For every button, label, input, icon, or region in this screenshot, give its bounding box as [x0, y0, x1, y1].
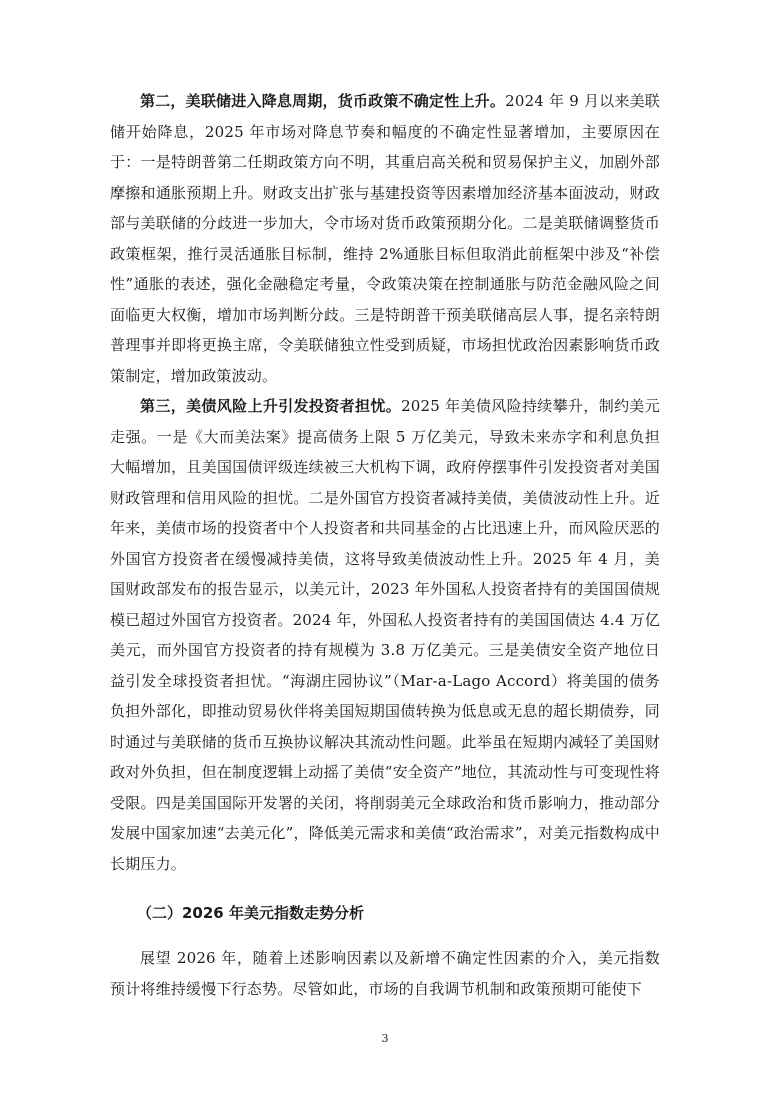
page-number: 3: [381, 1032, 389, 1045]
paragraph-lead: 第三，美债风险上升引发投资者担忧。: [140, 397, 402, 415]
section-heading: （二）2026 年美元指数走势分析: [137, 904, 364, 922]
document-page: [110, 86, 660, 1004]
paragraph-body: 2024 年 9 月以来美联储开始降息，2025 年市场对降息节奏和幅度的不确定性显著增加，主要原因在于：一是特朗普第二任期政策方向不明，其重启高关税和贸易保护主义，加剧外部摩擦和通胀预期上升。财政支出扩张与基建投资等因素增加经济基本面波动，财政部与美联储的分歧进一步加大，令市场对货币政策预期分化。二是美联储调整货币政策框架，推行灵活通胀目标制，维持 2%通胀目标但取消此前框架中涉及“补偿性”通胀的表述，强化金融稳定考量，令政策决策在控制通胀与防范金融风险之间面临更大权衡，增加市场判断分歧。三是特朗普干预美联储高层人事，提名亲特朗普理事并即将更换主席，令美联储独立性受到质疑，市场担忧政治因素影响货币政策制定，增加政策波动。: [110, 92, 660, 385]
paragraph-lead: 第二，美联储进入降息周期，货币政策不确定性上升。: [140, 92, 506, 110]
paragraph-fed-rate-cut: [110, 86, 660, 391]
paragraph-treasury-risk: [110, 391, 660, 879]
paragraph-body: 2025 年美债风险持续攀升，制约美元走强。一是《大而美法案》提高债务上限 5 万亿美元，导致未来赤字和利息负担大幅增加，且美国国债评级连续被三大机构下调，政府停摆事件引发投资者对美国财政管理和信用风险的担忧。二是外国官方投资者减持美债，美债波动性上升。近年来，美债市场的投资者中个人投资者和共同基金的占比迅速上升，而风险厌恶的外国官方投资者在缓慢减持美债，这将导致美债波动性上升。2025 年 4 月，美国财政部发布的报告显示，以美元计，2023 年外国私人投资者持有的美国国债规模已超过外国官方投资者。2024 年，外国私人投资者持有的美国国债达 4.4 万亿美元，而外国官方投资者的持有规模为 3.8 万亿美元。三是美债安全资产地位日益引发全球投资者担忧。“海湖庄园协议”（Mar-a-Lago Accord）将美国的债务负担外部化，即推动贸易伙伴将美国短期国债转换为低息或无息的超长期债券，同时通过与美联储的货币互换协议解决其流动性问题。此举虽在短期内减轻了美国财政对外负担，但在制度逻辑上动摇了美债“安全资产”地位，其流动性与可变现性将受限。四是美国国际开发署的关闭，将削弱美元全球政治和货币影响力，推动部分发展中国家加速“去美元化”，降低美元需求和美债“政治需求”，对美元指数构成中长期压力。: [110, 397, 660, 873]
paragraph-outlook: 展望 2026 年，随着上述影响因素以及新增不确定性因素的介入，美元指数预计将维持缓慢下行态势。尽管如此，市场的自我调节机制和政策预期可能使下: [110, 949, 660, 998]
